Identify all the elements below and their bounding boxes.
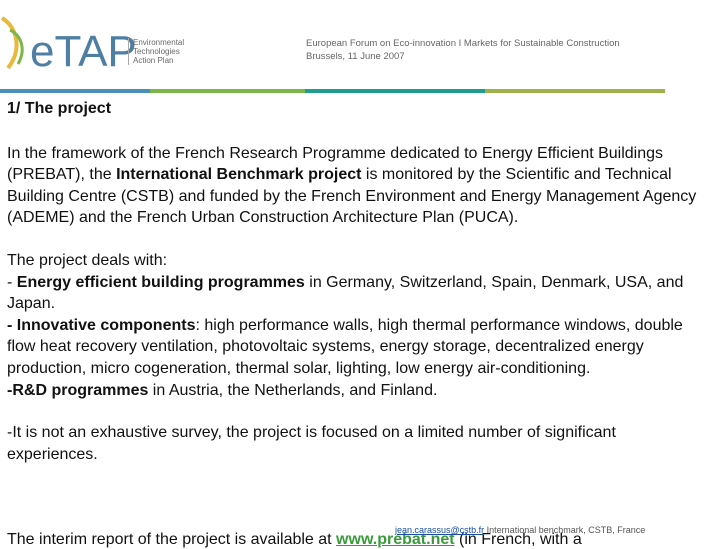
event-title-line2: Brussels, 11 June 2007 [306,51,405,62]
author-email-link[interactable]: jean.carassus@cstb.fr [395,525,485,535]
color-bar-3 [305,89,485,93]
event-title [306,37,620,63]
list-item-programmes: - Energy efficient building programmes in Germany, Switzerland, Spain, Denmark, USA, and Japan. [7,273,684,313]
etap-logo-text: eTAP [30,27,137,76]
header [0,0,720,95]
color-bar-2 [150,89,305,93]
event-title-line1: European Forum on Eco-innovation I Markets for Sustainable Construction [306,38,620,49]
footer-credit: jean.carassus@cstb.fr International benchmark, CSTB, France [395,525,646,535]
section-title: 1/ The project [7,100,112,117]
header-color-bars [0,89,720,93]
color-bar-1 [0,89,150,93]
paragraph-intro: The project deals with: [7,251,168,269]
slide-content [7,98,707,465]
paragraph-framework: In the framework of the French Research Programme dedicated to Energy Efficient Buildings (PREBAT), the International Benchmark project is monitored by the Scientific and Technical Building Centre (CSTB) and funded by the French Environment and Energy Management Agency (ADEME) and the French Urban Construction Architecture Plan (PUCA). [7,144,697,227]
list-item-rnd: -R&D programmes in Austria, the Netherlands, and Finland. [7,381,438,399]
prebat-link[interactable]: www.prebat.net [336,531,455,548]
color-bar-4 [485,89,665,93]
paragraph-survey-note: -It is not an exhaustive survey, the project is focused on a limited number of significant experiences. [7,424,616,463]
paragraph-interim-report: The interim report of the project is available at www.prebat.net (in French, with a [7,531,582,548]
list-item-components: - Innovative components: high performance walls, high thermal performance windows, double flow heat recovery ventilation, photovoltaic systems, energy storage, decentralized energy production, micro cogeneration, thermal solar, lighting, low energy air-conditioning. [7,316,683,377]
etap-logo-subtitle: Environmental Technologies Action Plan [128,38,184,65]
